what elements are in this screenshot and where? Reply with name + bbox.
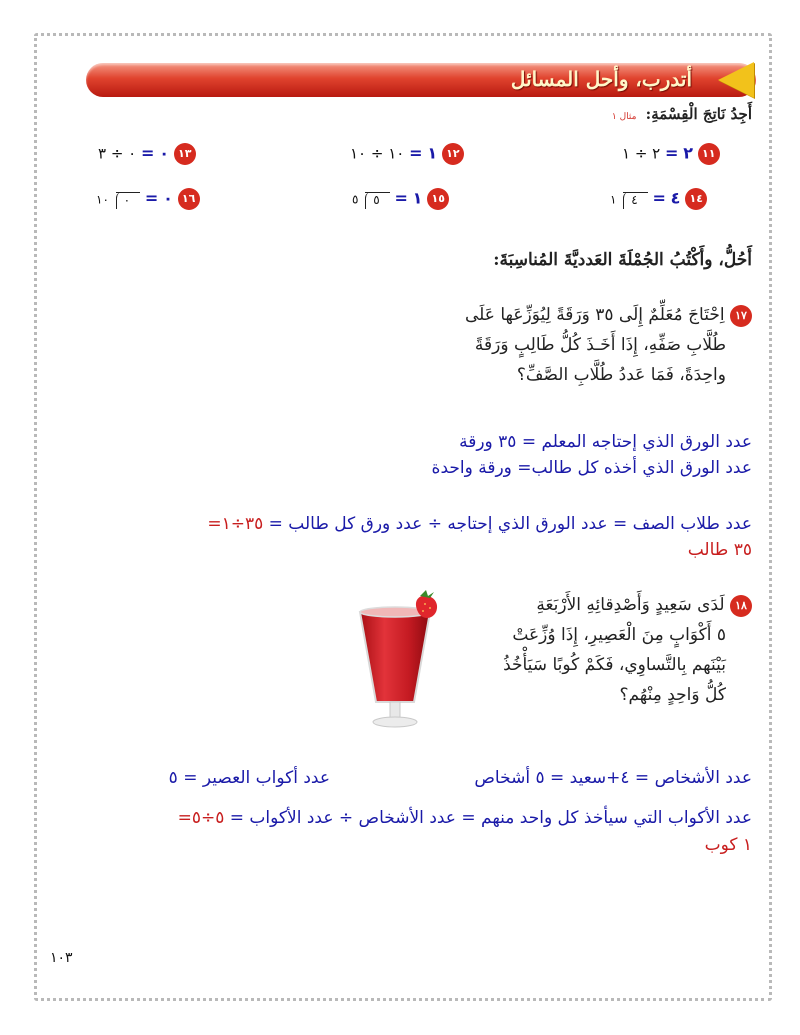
answer-18-equation: عدد الأكواب التي سيأخذ كل واحد منهم = عدد الأشخاص ÷ عدد الأكواب =: [224, 808, 752, 828]
question-line: بَيْنَهم بِالتَّساوِي، فَكَمْ كُوبًا سَيَأْخُذُ: [503, 655, 726, 675]
dividend: ٤: [631, 192, 638, 207]
question-line: ٥ أَكْوَابٍ مِنَ الْعَصِيرِ، إِذَا وُزِّعَتْ: [512, 625, 726, 645]
problem-16: [96, 188, 200, 210]
question-line: ١٧ اِحْتَاجَ مُعَلِّمٌ إِلَى ٣٥ وَرَقَةً لِيُوَزِّعَها عَلَى: [282, 300, 752, 330]
problem-12: [350, 143, 464, 165]
answer-18-result: ١ كوب: [704, 835, 752, 855]
problem-number-badge: ١٥: [427, 188, 449, 210]
expression: ٠ ÷ ٣: [98, 144, 137, 163]
answer-18-cups: عدد أكواب العصير = ٥: [168, 768, 330, 788]
question-18: [432, 590, 752, 710]
answer-17-line3: [42, 512, 752, 536]
long-division: [116, 192, 140, 207]
answer: ٢: [683, 143, 693, 163]
question-17: [282, 300, 752, 390]
section-banner: [86, 63, 756, 97]
answer: ٤: [670, 188, 681, 208]
strawberry-juice-glass-icon: [352, 590, 442, 730]
problem-11: [622, 143, 720, 165]
answer-17-equation: عدد طلاب الصف = عدد الورق الذي إحتاجه ÷ عدد ورق كل طالب =: [263, 514, 752, 534]
problem-number-badge: ١٣: [174, 143, 196, 165]
problem-number-badge: ١٤: [685, 188, 707, 210]
question-line: كُلُّ وَاحِدٍ مِنْهُم؟: [619, 685, 726, 705]
word-problems-instruction: أَحُلُّ، وأَكْتُبُ الجُمْلَةَ العَدديَّةَ المُناسِبَةَ:: [493, 250, 752, 270]
divisor: ١٠: [96, 192, 109, 207]
divisor: ٥: [352, 192, 359, 207]
equals: =: [652, 188, 666, 208]
long-division: [623, 192, 647, 207]
equals: =: [409, 143, 423, 163]
question-line: واحِدَةً، فَمَا عَددُ طُلَّابِ الصَّفِّ؟: [516, 365, 726, 385]
page-number: ١٠٣: [50, 950, 73, 966]
problem-number-badge: ١٧: [730, 305, 752, 327]
problem-15: [352, 188, 449, 210]
problem-13: [98, 143, 196, 165]
divisor: ١: [610, 192, 617, 207]
problem-number-badge: ١٢: [442, 143, 464, 165]
problem-number-badge: ١١: [698, 143, 720, 165]
answer: ٠: [163, 188, 173, 208]
division-instruction-text: أَجِدُ نَاتِجَ الْقِسْمَةِ:: [645, 105, 752, 123]
answer-17-calc: ٣٥÷١=: [207, 514, 264, 534]
example-reference: مثال ١: [611, 112, 637, 122]
problem-14: [610, 188, 707, 210]
equals: =: [665, 143, 679, 163]
answer-18-line3: [42, 806, 752, 830]
answer-18-persons: عدد الأشخاص = ٤+سعيد = ٥ أشخاص: [474, 768, 752, 788]
division-instruction: [612, 105, 752, 123]
equals: =: [394, 188, 408, 208]
problem-number-badge: ١٨: [730, 595, 752, 617]
answer-17-line1: عدد الورق الذي إحتاجه المعلم = ٣٥ ورقة: [459, 432, 752, 452]
answer: ١: [427, 143, 438, 163]
banner-title: أتدرب، وأحل المسائل: [510, 67, 692, 91]
answer: ٠: [159, 143, 169, 163]
answer-17-line2: عدد الورق الذي أخذه كل طالب= ورقة واحدة: [431, 458, 752, 478]
question-line: ١٨ لَدَى سَعِيدٍ وَأَصْدِقائِهِ الأَرْبَعَةِ: [432, 590, 752, 620]
answer: ١: [412, 188, 423, 208]
problem-number-badge: ١٦: [178, 188, 200, 210]
answer-17-result: ٣٥ طالب: [687, 540, 752, 560]
dividend: ٥: [373, 192, 380, 207]
expression: ٢ ÷ ١: [622, 144, 661, 163]
equals: =: [141, 143, 155, 163]
dividend: ٠: [123, 192, 131, 207]
answer-18-calc: ٥÷٥=: [177, 808, 225, 828]
equals: =: [144, 188, 159, 208]
question-line: طُلَّابِ صَفِّهِ، إِذَا أَخَـذَ كُلُّ طَالِبٍ وَرَقَةً: [474, 335, 726, 355]
expression: ١٠ ÷ ١٠: [350, 144, 405, 163]
long-division: [365, 192, 389, 207]
banner-arrow-icon: [718, 62, 754, 98]
